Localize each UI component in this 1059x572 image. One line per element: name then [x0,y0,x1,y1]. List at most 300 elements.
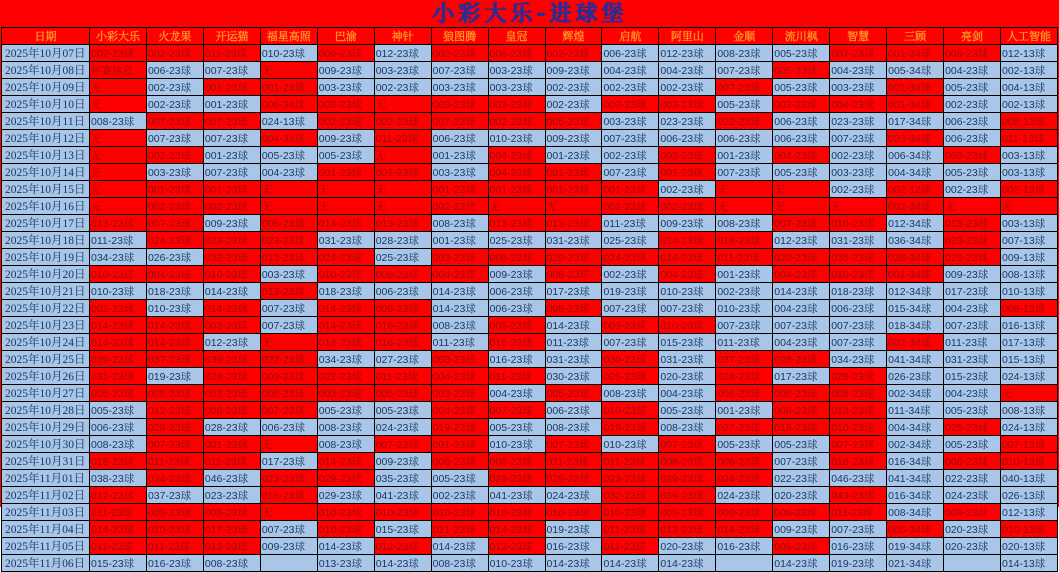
result-cell: 002-23球 [602,198,659,215]
date-cell: 2025年10月25日 [2,351,90,368]
result-cell: 018-23球 [317,283,374,300]
result-cell: 007-23球 [602,130,659,147]
result-cell: 003-23球 [317,385,374,402]
result-cell: 004-13球 [1001,79,1058,96]
result-cell: 025-23球 [602,368,659,385]
result-cell: 015-23球 [374,521,431,538]
table-row [2,555,1058,572]
result-cell: 020-23球 [659,538,716,555]
result-cell: 009-23球 [203,215,260,232]
result-cell: 002-23球 [431,45,488,62]
result-cell: 008-23球 [374,300,431,317]
result-cell: 028-23球 [830,368,887,385]
result-cell: 012-23球 [374,45,431,62]
result-cell: 002-34球 [887,385,944,402]
result-cell: 001-23球 [716,147,773,164]
result-cell: 无 [830,198,887,215]
result-cell: 024-13球 [1001,419,1058,436]
result-cell: 041-34球 [887,470,944,487]
result-cell: 010-23球 [659,283,716,300]
table-header [2,28,1058,45]
result-cell: 027-23球 [374,351,431,368]
table-row [2,113,1058,130]
result-cell: 无 [260,181,317,198]
result-cell: 010-23球 [602,504,659,521]
date-cell: 2025年10月23日 [2,317,90,334]
result-cell: 001-23球 [203,147,260,164]
column-header: 亮剑 [944,28,1001,45]
result-cell: 007-23球 [716,62,773,79]
table-row [2,232,1058,249]
result-cell: 026-13球 [1001,487,1058,504]
result-cell: 008-13球 [1001,402,1058,419]
result-cell: 024-23球 [944,487,1001,504]
result-cell: 001-34球 [887,96,944,113]
result-cell: 040-13球 [1001,470,1058,487]
result-cell: 无 [90,79,147,96]
result-cell: 003-23球 [317,79,374,96]
result-cell: 008-23球 [545,419,602,436]
result-cell: 016-23球 [545,538,602,555]
column-header: 日期 [2,28,90,45]
result-cell: 005-23球 [659,402,716,419]
date-cell: 2025年11月03日 [2,504,90,521]
result-cell: 011-23球 [545,334,602,351]
result-cell: 008-23球 [659,419,716,436]
result-cell: 020-23球 [944,521,1001,538]
date-cell: 2025年10月17日 [2,215,90,232]
result-cell: 002-23球 [944,181,1001,198]
table-row [2,45,1058,62]
result-cell: 010-13球 [1001,453,1058,470]
date-cell: 2025年10月15日 [2,181,90,198]
result-cell: 002-34球 [887,198,944,215]
result-cell: 011-23球 [545,453,602,470]
result-cell: 012-23球 [773,232,830,249]
result-cell: 007-23球 [944,317,1001,334]
result-cell: 无 [317,181,374,198]
result-cell: 003-23球 [488,96,545,113]
result-cell: 037-23球 [146,487,203,504]
result-cell: 008-23球 [545,300,602,317]
result-cell: 006-23球 [944,113,1001,130]
result-cell: 032-23球 [602,487,659,504]
table-row [2,368,1058,385]
column-header: 小彩大乐 [90,28,147,45]
result-cell: 003-23球 [260,266,317,283]
result-cell: 无 [90,181,147,198]
result-cell: 009-23球 [488,266,545,283]
result-cell: 010-23球 [545,504,602,521]
result-cell: 018-23球 [146,283,203,300]
result-cell: 015-34球 [887,300,944,317]
result-cell: 006-23球 [773,504,830,521]
result-cell: 004-23球 [488,385,545,402]
result-cell: 009-23球 [773,521,830,538]
result-cell: 006-23球 [146,62,203,79]
result-cell: 022-23球 [716,113,773,130]
result-cell: 012-23球 [146,402,203,419]
result-cell: 002-23球 [830,181,887,198]
result-cell: 010-23球 [260,45,317,62]
result-cell: 009-23球 [317,62,374,79]
result-cell: 014-23球 [317,538,374,555]
result-cell: 015-13球 [1001,351,1058,368]
table-row [2,470,1058,487]
result-cell: 005-23球 [374,385,431,402]
table-row [2,215,1058,232]
result-cell: 001-34球 [887,45,944,62]
result-cell: 016-23球 [716,538,773,555]
result-cell: 011-23球 [602,521,659,538]
date-cell: 2025年10月08日 [2,62,90,79]
result-cell: 015-23球 [90,555,147,572]
table-row [2,538,1058,555]
date-cell: 2025年11月04日 [2,521,90,538]
table-row [2,164,1058,181]
result-cell: 014-23球 [374,555,431,572]
result-cell: 012-23球 [203,334,260,351]
date-cell: 2025年11月06日 [2,555,90,572]
result-cell: 007-23球 [146,130,203,147]
date-cell: 2025年10月12日 [2,130,90,147]
result-cell: 001-23球 [260,79,317,96]
result-cell: 017-23球 [545,283,602,300]
result-cell: 028-23球 [716,368,773,385]
table-row [2,453,1058,470]
result-cell: 无 [260,504,317,521]
result-cell: 041-23球 [488,487,545,504]
result-cell: 003-23球 [830,79,887,96]
result-cell: 006-23球 [830,300,887,317]
result-cell: 011-23球 [431,334,488,351]
result-cell: 038-23球 [90,470,147,487]
result-cell: 001-23球 [659,164,716,181]
result-cell: 004-34球 [260,130,317,147]
result-cell: 014-23球 [146,334,203,351]
result-cell: 002-23球 [944,96,1001,113]
date-cell: 2025年10月24日 [2,334,90,351]
result-cell: 007-23球 [203,130,260,147]
date-cell: 2025年10月10日 [2,96,90,113]
result-cell: 039-23球 [90,351,147,368]
result-cell: 005-23球 [90,385,147,402]
result-cell: 002-13球 [1001,96,1058,113]
result-cell: 011-23球 [374,368,431,385]
result-cell: 008-23球 [317,419,374,436]
result-cell: 008-23球 [488,453,545,470]
result-cell: 001-23球 [317,164,374,181]
result-cell: 026-23球 [887,368,944,385]
table-row [2,402,1058,419]
result-cell: 004-34球 [887,164,944,181]
result-cell: 007-23球 [830,130,887,147]
result-cell: 013-23球 [260,249,317,266]
table-row [2,283,1058,300]
result-cell: 005-23球 [944,402,1001,419]
result-cell: 029-23球 [545,470,602,487]
table-row [2,181,1058,198]
result-cell: 008-23球 [716,45,773,62]
result-cell: 046-23球 [203,470,260,487]
result-cell: 016-34球 [887,487,944,504]
result-cell: 015-23球 [944,368,1001,385]
column-header: 皇冠 [488,28,545,45]
result-cell: 034-23球 [830,351,887,368]
result-cell: 031-23球 [545,351,602,368]
result-cell: 003-23球 [431,79,488,96]
result-cell: 014-23球 [602,555,659,572]
table-row [2,79,1058,96]
result-cell: 009-23球 [317,130,374,147]
result-cell: 012-23球 [659,45,716,62]
result-cell: 028-34球 [887,249,944,266]
result-cell: 007-23球 [659,436,716,453]
result-cell: 011-23球 [203,45,260,62]
result-cell: 007-23球 [260,521,317,538]
result-cell: 030-23球 [602,351,659,368]
result-cell: 013-23球 [830,402,887,419]
result-cell: 无 [1001,198,1058,215]
result-cell: 007-23球 [374,436,431,453]
result-cell: 无 [374,198,431,215]
result-cell: 023-23球 [203,232,260,249]
result-cell: 005-23球 [545,385,602,402]
result-cell: 002-23球 [146,45,203,62]
result-cell: 014-23球 [317,334,374,351]
column-header: 三顾 [887,28,944,45]
result-cell: 006-23球 [431,453,488,470]
result-cell: 004-23球 [431,266,488,283]
result-cell: 024-13球 [260,113,317,130]
result-cell: 008-13球 [1001,300,1058,317]
result-cell: 034-23球 [317,351,374,368]
result-cell: 006-23球 [260,419,317,436]
date-cell: 2025年10月09日 [2,79,90,96]
result-cell: 009-13球 [1001,249,1058,266]
result-cell: 004-34球 [887,419,944,436]
result-cell: 022-23球 [944,470,1001,487]
result-cell: 005-34球 [887,521,944,538]
result-cell: 005-23球 [773,79,830,96]
result-cell: 010-23球 [431,504,488,521]
results-table [1,27,1058,572]
result-cell: 002-12球 [887,181,944,198]
result-cell: 010-23球 [659,317,716,334]
result-cell: 011-23球 [203,453,260,470]
result-cell: 008-23球 [90,436,147,453]
result-cell: 007-23球 [260,402,317,419]
result-cell: 004-23球 [659,266,716,283]
result-cell: 031-23球 [90,368,147,385]
result-cell: 003-23球 [317,96,374,113]
result-cell: 010-23球 [317,266,374,283]
column-header: 辉煌 [545,28,602,45]
result-cell: 008-23球 [374,266,431,283]
result-cell: 008-13球 [1001,113,1058,130]
result-cell: 023-23球 [830,113,887,130]
table-row [2,436,1058,453]
result-cell: 001-23球 [545,181,602,198]
result-cell: 036-34球 [887,232,944,249]
result-cell: 010-23球 [830,215,887,232]
result-cell: 003-34球 [887,130,944,147]
result-cell: 009-23球 [659,215,716,232]
result-cell: 011-23球 [146,538,203,555]
result-cell: 005-23球 [146,504,203,521]
result-cell: 008-23球 [317,436,374,453]
result-cell: 无 [773,198,830,215]
result-cell: 008-23球 [659,453,716,470]
result-cell: 014-23球 [317,317,374,334]
column-header: 金顺 [716,28,773,45]
result-cell: 016-23球 [374,334,431,351]
result-cell: 006-23球 [944,130,1001,147]
result-cell: 002-23球 [545,79,602,96]
date-cell: 2025年10月31日 [2,453,90,470]
result-cell: 007-23球 [830,45,887,62]
result-cell: 017-23球 [944,283,1001,300]
result-cell: 006-23球 [374,283,431,300]
result-cell: 014-23球 [431,283,488,300]
result-cell: 001-34球 [887,266,944,283]
date-cell: 2025年10月20日 [2,266,90,283]
result-cell: 002-34球 [887,436,944,453]
result-cell: 002-23球 [659,181,716,198]
result-cell: 014-23球 [431,538,488,555]
date-cell: 2025年10月11日 [2,113,90,130]
result-cell: 013-23球 [260,283,317,300]
date-cell: 2025年11月05日 [2,538,90,555]
column-header: 神针 [374,28,431,45]
result-cell: 005-23球 [773,436,830,453]
result-cell: 无 [374,96,431,113]
result-cell: 003-23球 [944,147,1001,164]
result-cell: 003-23球 [431,385,488,402]
result-cell: 001-23球 [488,181,545,198]
date-cell: 2025年10月27日 [2,385,90,402]
result-cell: 019-23球 [545,521,602,538]
result-cell: 无 [488,198,545,215]
result-cell: 011-23球 [602,215,659,232]
result-cell: 002-23球 [317,113,374,130]
result-cell: 028-23球 [203,368,260,385]
column-header: 人工智能 [1001,28,1058,45]
result-cell: 021-34球 [887,555,944,572]
result-cell: 002-23球 [90,45,147,62]
result-cell: 003-13球 [1001,147,1058,164]
result-cell: 003-23球 [602,96,659,113]
result-cell: 013-23球 [317,555,374,572]
result-cell: 001-23球 [431,181,488,198]
result-cell: 012-23球 [488,538,545,555]
result-cell: 007-23球 [716,164,773,181]
result-cell: 002-13球 [1001,62,1058,79]
result-cell: 007-13球 [1001,436,1058,453]
result-cell: 034-23球 [146,470,203,487]
result-cell: 010-23球 [90,266,147,283]
column-header: 狼图腾 [431,28,488,45]
result-cell: 无 [90,164,147,181]
result-cell: 002-23球 [431,487,488,504]
result-cell: 007-23球 [431,113,488,130]
result-cell: 无 [716,198,773,215]
result-cell: 007-23球 [659,300,716,317]
result-cell: 024-23球 [716,487,773,504]
result-cell: 006-23球 [602,45,659,62]
result-cell: 002-23球 [203,198,260,215]
result-cell: 007-13球 [1001,232,1058,249]
page-title: 小彩大乐-进球堡 [431,2,628,27]
result-cell: 022-23球 [260,351,317,368]
result-cell: 002-23球 [545,45,602,62]
result-cell: 005-23球 [488,317,545,334]
result-cell: 003-23球 [602,113,659,130]
date-cell: 2025年10月21日 [2,283,90,300]
result-cell: 002-23球 [90,300,147,317]
result-cell: 009-23球 [317,45,374,62]
result-cell: 无 [90,96,147,113]
result-cell: 001-23球 [203,181,260,198]
result-cell: 005-23球 [716,436,773,453]
result-cell: 003-23球 [374,62,431,79]
result-cell: 011-23球 [944,334,1001,351]
result-cell: 009-23球 [944,45,1001,62]
result-cell: 无 [260,62,317,79]
date-cell: 2025年10月16日 [2,198,90,215]
result-cell: 043-23球 [830,487,887,504]
result-cell: 023-23球 [203,487,260,504]
result-cell [716,555,773,572]
result-cell: 007-23球 [830,334,887,351]
result-cell: 004-23球 [830,96,887,113]
result-cell: 014-23球 [488,521,545,538]
result-cell: 002-23球 [716,283,773,300]
result-cell: 011-23球 [716,334,773,351]
result-cell: 003-23球 [659,147,716,164]
result-cell: 031-23球 [659,351,716,368]
date-cell: 2025年10月22日 [2,300,90,317]
table-row [2,351,1058,368]
result-cell: 001-23球 [602,181,659,198]
result-cell: 022-23球 [317,368,374,385]
result-cell: 014-23球 [317,215,374,232]
result-cell: 008-23球 [203,402,260,419]
result-cell: 010-13球 [1001,283,1058,300]
result-cell: 020-13球 [1001,538,1058,555]
result-cell: 011-34球 [887,402,944,419]
result-cell: 014-23球 [317,300,374,317]
result-cell: 001-23球 [146,181,203,198]
result-cell: 010-23球 [716,300,773,317]
result-cell: 002-23球 [431,198,488,215]
date-cell: 2025年10月19日 [2,249,90,266]
result-cell: 009-23球 [260,538,317,555]
result-cell: 001-23球 [431,436,488,453]
table-row [2,266,1058,283]
result-cell: 004-23球 [944,300,1001,317]
result-cell: 016-13球 [1001,317,1058,334]
result-cell: 002-23球 [830,147,887,164]
result-cell: 002-23球 [602,266,659,283]
date-cell: 2025年10月29日 [2,419,90,436]
result-cell: 037-23球 [146,351,203,368]
result-cell: 007-23球 [602,164,659,181]
result-cell: 023-23球 [659,113,716,130]
date-cell: 2025年10月26日 [2,368,90,385]
result-cell: 028-23球 [374,232,431,249]
result-cell: 031-23球 [317,232,374,249]
